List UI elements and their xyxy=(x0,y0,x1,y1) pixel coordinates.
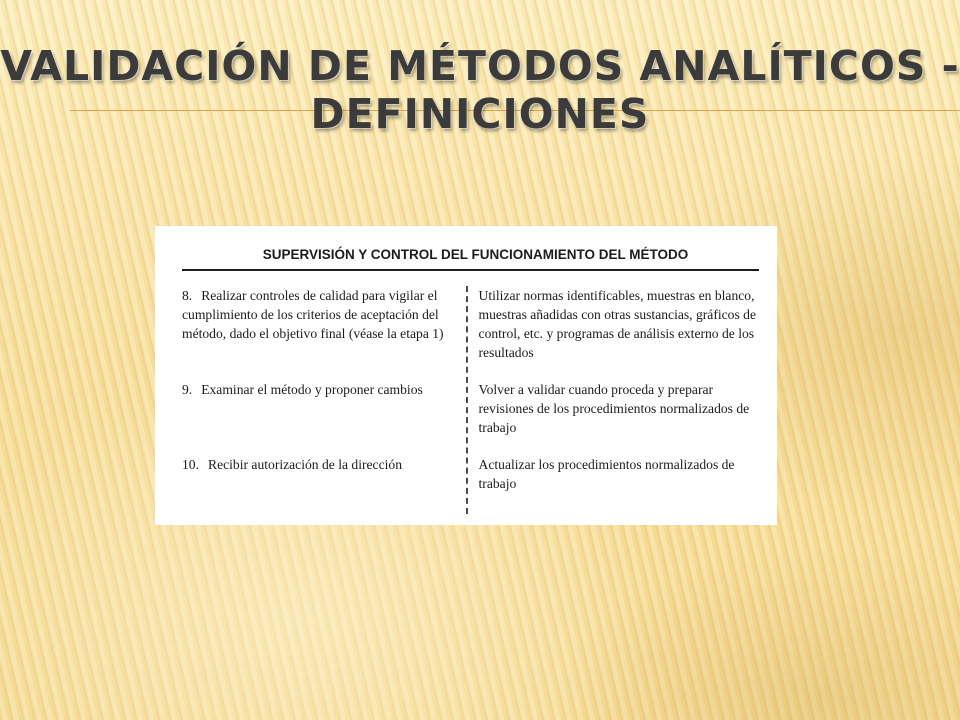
action-cell: Actualizar los procedimientos normalizados de trabajo xyxy=(478,457,735,491)
action-cell: Utilizar normas identificables, muestras en blanco, muestras añadidas con otras sustancias, gráficos de control, etc. y programas de análisis externo de los resultados xyxy=(478,288,756,360)
heading-rule xyxy=(182,269,759,271)
table-heading: SUPERVISIÓN Y CONTROL DEL FUNCIONAMIENTO DEL MÉTODO xyxy=(262,247,689,262)
table-row xyxy=(182,286,759,362)
action-cell: Volver a validar cuando proceda y preparar revisiones de los procedimientos normalizados de trabajo xyxy=(478,382,750,435)
step-cell xyxy=(182,455,479,493)
step-cell xyxy=(182,286,479,362)
column-divider xyxy=(466,286,468,514)
step-text: Examinar el método y proponer cambios xyxy=(201,382,423,397)
table-row xyxy=(182,455,759,493)
step-text: Realizar controles de calidad para vigilar el cumplimiento de los criterios de aceptación del método, dado el objetivo final (véase la etapa 1) xyxy=(182,288,444,341)
slide-title-line-2: DEFINICIONES xyxy=(310,90,650,138)
table-body xyxy=(182,286,759,493)
step-cell xyxy=(182,380,479,437)
step-number: 8. xyxy=(182,288,193,303)
slide-title-line-1: VALIDACIÓN DE MÉTODOS ANALÍTICOS - xyxy=(0,42,960,90)
table-row xyxy=(182,380,759,437)
document-table-image xyxy=(155,226,777,525)
step-number: 9. xyxy=(182,382,193,397)
step-number: 10. xyxy=(182,457,199,472)
step-text: Recibir autorización de la dirección xyxy=(208,457,402,472)
slide-title xyxy=(0,42,960,138)
